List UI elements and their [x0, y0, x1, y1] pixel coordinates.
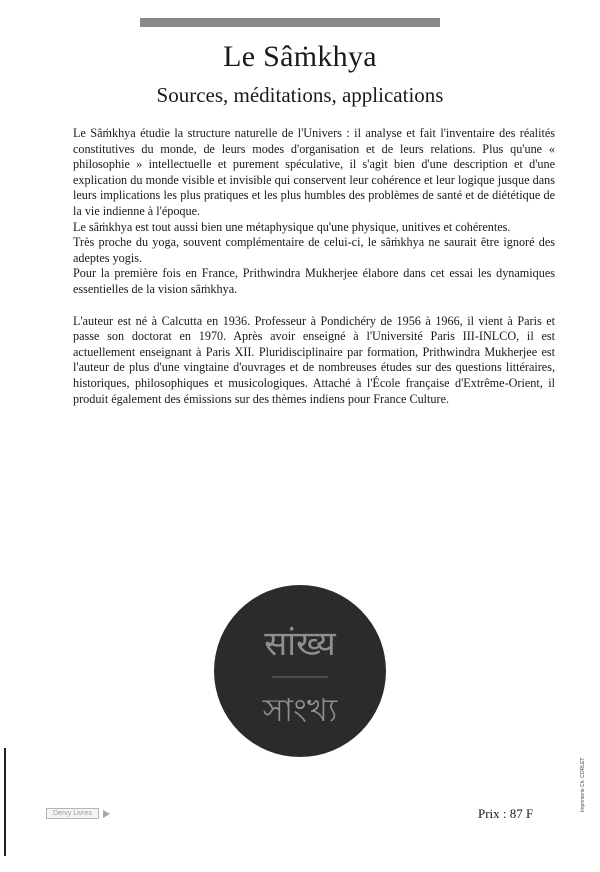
- samkhya-script-roundel: [214, 585, 386, 757]
- back-cover-blurb: [73, 126, 555, 407]
- publisher-arrow-icon: [103, 810, 110, 818]
- blurb-paragraph: Le sâṁkhya est tout aussi bien une métaphysique qu'une physique, unitives et cohérentes.: [73, 219, 511, 234]
- devanagari-samkhya: सांख्य: [264, 624, 336, 664]
- blurb-paragraph: Pour la première fois en France, Prithwindra Mukherjee élabore dans cet essai les dynamiques essentielles de la vision sâṁkhya.: [73, 266, 555, 296]
- blurb-paragraph: Le Sâṁkhya étudie la structure naturelle de l'Univers : il analyse et fait l'inventaire des réalités constitutives du monde, de leurs modes d'organisation et de leurs relations. Plus qu'une « philosophie » intellectuelle et purement spéculative, il s'agit bien d'une description et d'une explication du monde visible et invisible qui conservent leur cohérence et leur logique jusque dans leurs implications les plus pratiques et les plus humbles des problèmes de santé et de diététique de la vie indienne à l'époque.: [73, 126, 555, 218]
- price-label: Prix : 87 F: [478, 806, 534, 821]
- left-edge-line: [4, 748, 6, 856]
- book-subtitle: Sources, méditations, applications: [156, 83, 444, 107]
- publisher-name: Dervy Livres: [46, 808, 99, 819]
- roundel-disc: [214, 585, 386, 757]
- top-rule: [140, 18, 440, 27]
- author-bio: L'auteur est né à Calcutta en 1936. Professeur à Pondichéry de 1956 à 1966, il vient à Paris et passe son doctorat en 1970. Après avoir enseigné à l'Université Paris III-INLCO, il est actuellement enseignant à Paris XII. Pluridisciplinaire par formation, Prithwindra Mukherjee est l'auteur de plus d'une vingtaine d'ouvrages et de nombreuses études sur des questions littéraires, historiques, philosophiques et musicologiques. Attaché à l'École française d'Extrême-Orient, il produit également des émissions sur des thèmes indiens pour France Culture.: [73, 313, 555, 406]
- printer-credit: Imprimerie Ch. CORLET: [580, 757, 586, 812]
- bengali-samkhya: সাংখ্য: [262, 691, 338, 729]
- publisher-logo: [46, 808, 110, 819]
- blurb-paragraph: Très proche du yoga, souvent complémentaire de celui-ci, le sâṁkhya ne saurait être ignoré des adeptes yogis.: [73, 235, 555, 265]
- book-title: Le Sâṁkhya: [223, 40, 377, 73]
